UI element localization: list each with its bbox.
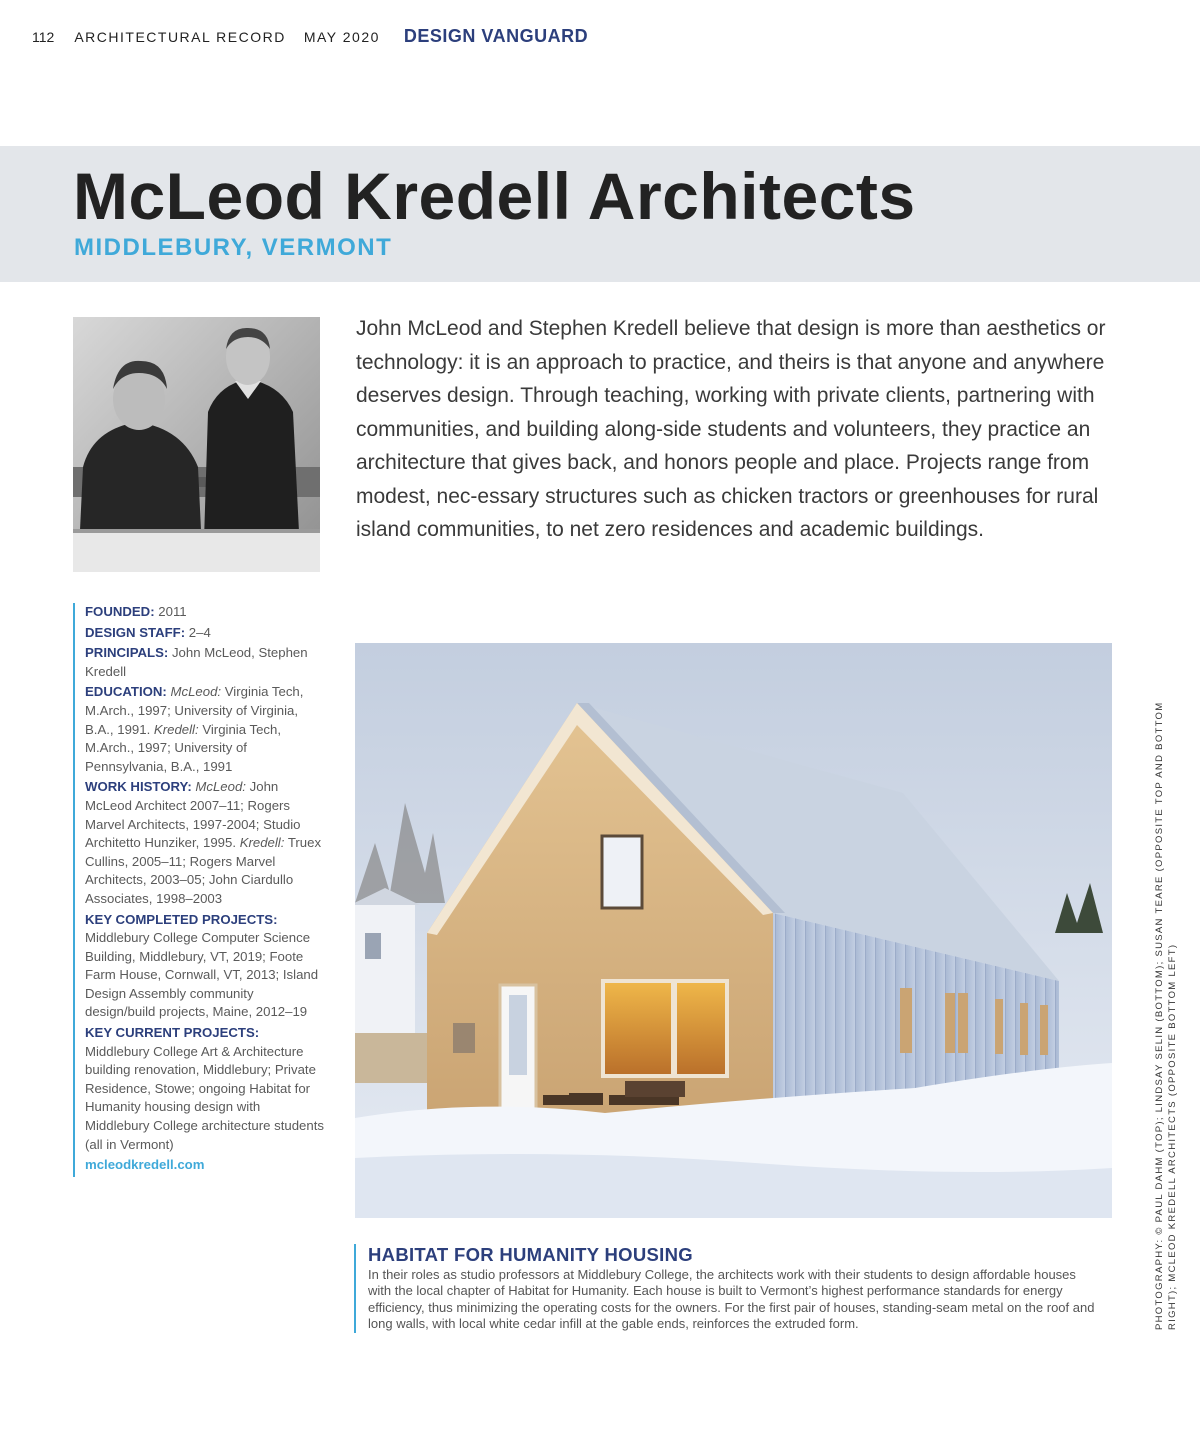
website-row [85, 1156, 325, 1175]
staff-label: DESIGN STAFF: [85, 624, 186, 640]
founded-label: FOUNDED: [85, 604, 155, 619]
staff-value: 2–4 [188, 624, 211, 640]
staff-row [85, 624, 325, 643]
principals-portrait [73, 317, 320, 572]
principals-label: PRINCIPALS: [85, 645, 169, 661]
work-text-kredell: Truex Cullins, 2005–11; Rogers Marvel Architects, 2003–05; John Ciardullo Associates, 1998–2003 [85, 835, 322, 906]
education-name-kredell: Kredell: [153, 721, 199, 737]
education-text-mcleod: Virginia Tech, M.Arch., 1997; University of Virginia, B.A., 1991. [85, 684, 304, 737]
habitat-house-photo [355, 643, 1112, 1218]
caption-body: In their roles as studio professors at Middlebury College, the architects work with their students to design affordable houses with the local chapter of Habitat for Humanity. Each house is built to Vermont’s highest performance standards for energy efficiency, thus minimizing the operating costs for the owners. For the first pair of houses, standing-seam metal on the roof and long walls, with local white cedar infill at the gable ends, reinforces the extruded form. [368, 1267, 1095, 1332]
current-projects-value: Middlebury College Art & Architecture building renovation, Middlebury; Private Residence, Stowe; ongoing Habitat for Humanity housing design with Middlebury College architecture students (all in Vermont) [85, 1043, 324, 1152]
running-header [32, 26, 588, 47]
principals-value: John McLeod, Stephen Kredell [85, 645, 308, 679]
work-name-mcleod: McLeod: [195, 779, 246, 795]
completed-projects-row [85, 911, 325, 1023]
location-subtitle: MIDDLEBURY, VERMONT [74, 234, 393, 261]
photo-credit: PHOTOGRAPHY: © PAUL DAHM (TOP); LINDSAY SELIN (BOTTOM); SUSAN TEARE (OPPOSITE TOP AND BOTTOM RIGHT); MCLEOD KREDELL ARCHITECTS (OPPOSITE BOTTOM LEFT) [1154, 701, 1178, 1330]
work-name-kredell: Kredell: [239, 835, 285, 851]
completed-projects-label: KEY COMPLETED PROJECTS: [85, 911, 278, 927]
intro-paragraph: John McLeod and Stephen Kredell believe that design is more than aesthetics or technology: it is an approach to practice, and theirs is that anyone and anywhere deserves design. Through teaching, working with private clients, partnering with communities, and building along-side students and volunteers, they practice an architecture that gives back, and honors people and place. Projects range from modest, nec-essary structures such as chicken tractors or greenhouses for rural island communities, to net zero residences and academic buildings. [356, 317, 1106, 541]
work-history-label: WORK HISTORY: [85, 779, 192, 795]
current-projects-label: KEY CURRENT PROJECTS: [85, 1025, 260, 1041]
founded-row [85, 603, 325, 622]
page-number: 112 [32, 29, 55, 45]
education-row [85, 683, 325, 776]
issue-date: MAY 2020 [303, 29, 380, 45]
current-projects-row [85, 1024, 325, 1154]
education-text-kredell: Virginia Tech, M.Arch., 1997; University of Pennsylvania, B.A., 1991 [85, 721, 281, 774]
work-text-mcleod: John McLeod Architect 2007–11; Rogers Marvel Architects, 1997-2004; Studio Architetto Hunziker, 1995. [85, 779, 301, 851]
completed-projects-value: Middlebury College Computer Science Building, Middlebury, VT, 2019; Foote Farm House, Cornwall, VT, 2013; Island Design Assembly community design/build projects, Maine, 2012–19 [85, 930, 319, 1020]
education-label: EDUCATION: [85, 684, 167, 700]
section-name: DESIGN VANGUARD [403, 26, 589, 46]
founded-value: 2011 [158, 604, 187, 619]
house-image [355, 643, 1112, 1218]
photo-caption [354, 1244, 1098, 1333]
publication-name: ARCHITECTURAL RECORD [74, 29, 286, 45]
principals-row [85, 644, 325, 681]
portrait-image [73, 317, 320, 572]
page-title: McLeod Kredell Architects [73, 159, 916, 233]
caption-heading: HABITAT FOR HUMANITY HOUSING [368, 1244, 693, 1265]
firm-facts-sidebar [73, 603, 325, 1177]
work-history-row [85, 778, 325, 908]
website-link[interactable]: mcleodkredell.com [85, 1157, 205, 1173]
education-name-mcleod: McLeod: [170, 684, 222, 700]
